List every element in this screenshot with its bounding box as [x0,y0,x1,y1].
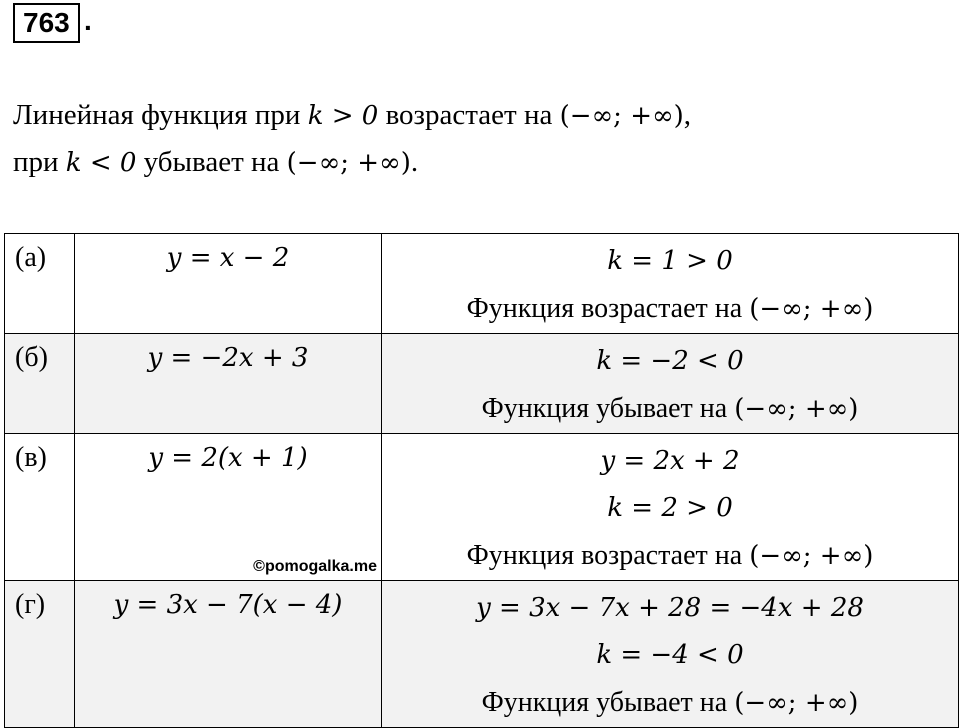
table-row [5,234,959,334]
result-conclusion: Функция возрастает на (−∞; +∞) [466,293,874,324]
intro-line-1-text2: возрастает на [378,99,560,131]
row-label: (а) [5,234,75,334]
intro-line-1 [13,92,943,139]
result-line: y = 3x − 7x + 28 = −4x + 28 [476,593,864,623]
row-function: y = x − 2 [75,234,382,334]
problem-number: 763 [13,3,80,43]
intro-line-2 [13,139,943,186]
row-result [382,581,959,728]
row-result [382,434,959,581]
problem-number-dot: . [84,5,92,36]
table-row [5,434,959,581]
watermark: ©pomogalka.me [253,558,377,575]
intro-line-2-text2: убывает на [136,146,287,178]
table-row [5,581,959,728]
intro-line-1-text: Линейная функция при [13,99,308,131]
intro-text [13,92,943,186]
result-line: k = 1 > 0 [607,246,733,276]
row-function: y = 3x − 7(x − 4) [75,581,382,728]
intro-line-2-math: k < 0 [65,148,137,178]
result-line: k = 2 > 0 [607,493,733,523]
result-line: k = −2 < 0 [596,346,744,376]
result-conclusion: Функция убывает на (−∞; +∞) [481,687,859,718]
intro-line-2-text: при [13,146,66,178]
row-function: y = 2(x + 1) ©pomogalka.me [75,434,382,581]
intro-line-1-math: k > 0 [307,101,379,131]
row-result [382,234,959,334]
result-line: k = −4 < 0 [596,640,744,670]
result-conclusion: Функция возрастает на (−∞; +∞) [466,540,874,571]
solution-table [4,233,959,728]
row-result [382,334,959,434]
row-label: (б) [5,334,75,434]
result-line: y = 2x + 2 [600,446,740,476]
result-conclusion: Функция убывает на (−∞; +∞) [481,393,859,424]
intro-line-2-interval: (−∞; +∞) [286,148,411,178]
intro-line-1-interval: (−∞; +∞) [559,101,684,131]
table-row [5,334,959,434]
row-label: (г) [5,581,75,728]
intro-line-2-end: . [410,146,419,178]
row-label: (в) [5,434,75,581]
row-function: y = −2x + 3 [75,334,382,434]
intro-line-1-end: , [683,99,692,131]
